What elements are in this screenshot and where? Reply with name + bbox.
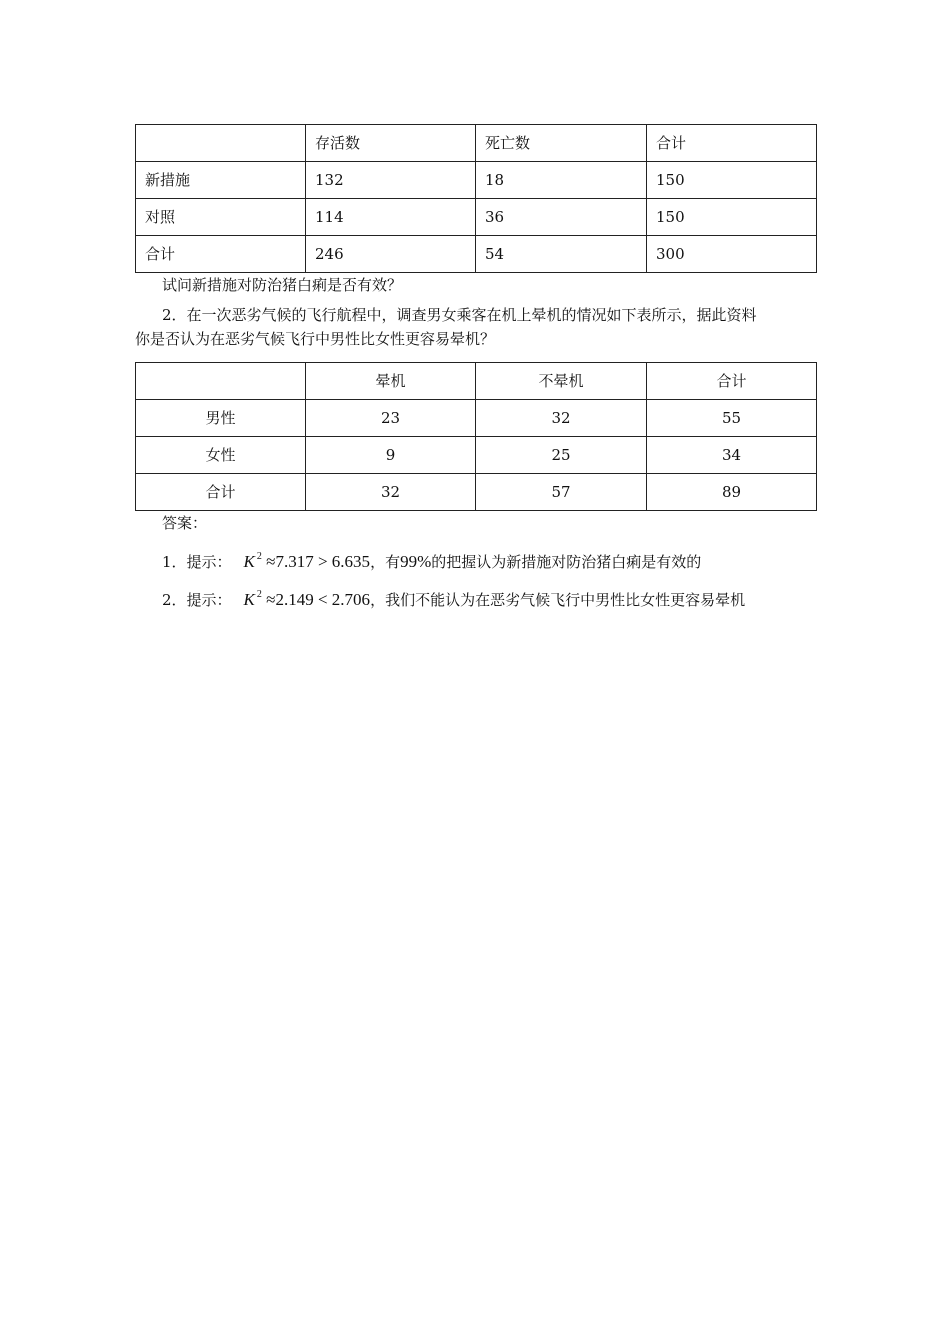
- row-label-cell: 对照: [136, 199, 306, 236]
- question-1-text: 试问新措施对防治猪白痢是否有效？: [162, 276, 403, 294]
- table-row: [136, 199, 817, 236]
- table-cell: 36: [476, 199, 647, 236]
- answer-2-suffix: ，我们不能认为在恶劣气候飞行中男性比女性更容易晕机: [370, 591, 746, 609]
- table-cell: [136, 125, 306, 162]
- table-cell: 57: [476, 474, 647, 511]
- statistic-comparison: ≈2.149 < 2.706: [266, 590, 371, 609]
- table-row: [136, 236, 817, 273]
- table-row: [136, 437, 817, 474]
- table-cell: 18: [476, 162, 647, 199]
- answer-1: [162, 548, 701, 571]
- table-cell: 23: [306, 400, 476, 437]
- answer-2-formula: [244, 590, 371, 609]
- table-row: [136, 400, 817, 437]
- table-header-cell: 合计: [647, 363, 817, 400]
- table-cell: 32: [306, 474, 476, 511]
- table-cell: 114: [306, 199, 476, 236]
- table-cell: 132: [306, 162, 476, 199]
- answer-1-suffix: 的把握认为新措施对防治猪白痢是有效的: [431, 553, 702, 571]
- statistic-comparison: ≈7.317 > 6.635: [266, 552, 371, 571]
- table-cell: [136, 363, 306, 400]
- k-variable: K: [243, 552, 255, 571]
- k-exponent: 2: [256, 589, 262, 600]
- table-cell: 34: [647, 437, 817, 474]
- table-cell: 89: [647, 474, 817, 511]
- row-label-cell: 女性: [136, 437, 306, 474]
- confidence-percent: 99%: [400, 552, 432, 571]
- table-header-cell: 合计: [647, 125, 817, 162]
- question-2-line-1: 2．在一次恶劣气候的飞行航程中，调查男女乘客在机上晕机的情况如下表所示，据此资料: [162, 306, 757, 324]
- answer-2-prefix: 2．提示：: [162, 591, 232, 609]
- table-header-cell: 不晕机: [476, 363, 647, 400]
- k-exponent: 2: [256, 551, 262, 562]
- table-cell: 150: [647, 162, 817, 199]
- table-header-row: [136, 363, 817, 400]
- table-row: [136, 474, 817, 511]
- table-header-cell: 存活数: [306, 125, 476, 162]
- row-label-cell: 男性: [136, 400, 306, 437]
- table-cell: 246: [306, 236, 476, 273]
- table-cell: 9: [306, 437, 476, 474]
- airsickness-table: [135, 362, 817, 511]
- table-cell: 300: [647, 236, 817, 273]
- survival-table: [135, 124, 817, 273]
- row-label-cell: 合计: [136, 474, 306, 511]
- answer-1-mid: ，有: [370, 553, 401, 571]
- row-label-cell: 新措施: [136, 162, 306, 199]
- k-variable: K: [243, 590, 255, 609]
- table-header-cell: 死亡数: [476, 125, 647, 162]
- answers-title: 答案：: [162, 514, 208, 532]
- row-label-cell: 合计: [136, 236, 306, 273]
- table-cell: 25: [476, 437, 647, 474]
- table-cell: 55: [647, 400, 817, 437]
- table-header-row: [136, 125, 817, 162]
- table-header-cell: 晕机: [306, 363, 476, 400]
- table-row: [136, 162, 817, 199]
- answer-1-prefix: 1．提示：: [162, 553, 232, 571]
- table-cell: 150: [647, 199, 817, 236]
- answer-2: [162, 586, 745, 609]
- answer-1-formula: [244, 552, 371, 571]
- question-2-line-2: 你是否认为在恶劣气候飞行中男性比女性更容易晕机？: [135, 330, 496, 348]
- table-cell: 32: [476, 400, 647, 437]
- table-cell: 54: [476, 236, 647, 273]
